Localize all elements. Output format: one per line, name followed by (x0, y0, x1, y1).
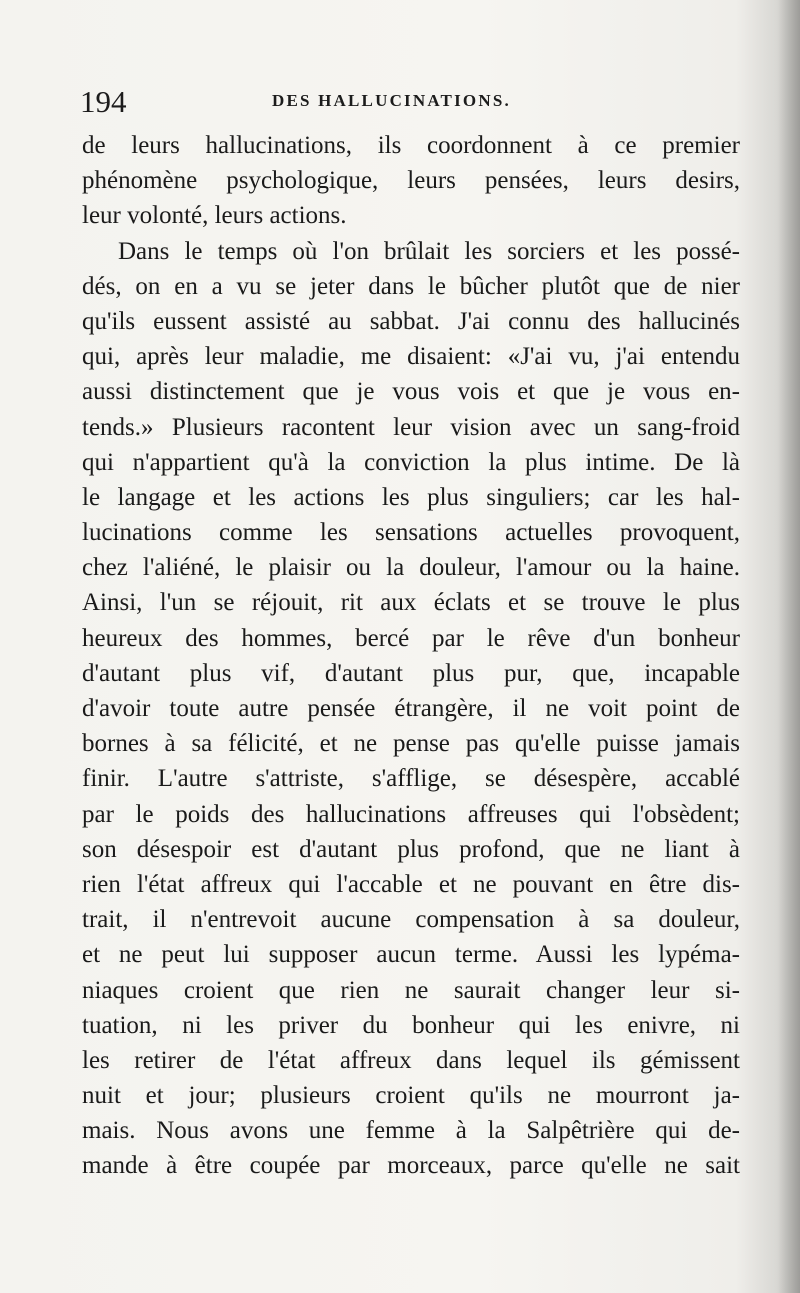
text-line: mande à être coupée par morceaux, parce qu'elle ne sait (82, 1152, 740, 1180)
text-line: de leurs hallucinations, ils coordonnent à ce premier (82, 132, 740, 159)
page-edge-shadow (778, 0, 800, 1293)
text-line: dés, on en a vu se jeter dans le bûcher plutôt que de nier (82, 272, 740, 300)
text-line: leur volonté, leurs actions. (82, 202, 347, 230)
running-title: DES HALLUCINATIONS. (272, 91, 511, 110)
text-line: finir. L'autre s'attriste, s'afflige, se désespère, accablé (82, 765, 740, 793)
text-line: aussi distinctement que je vous vois et que je vous en- (82, 378, 740, 406)
text-line: par le poids des hallucinations affreuses qui l'obsèdent; (82, 800, 740, 828)
text-line: trait, il n'entrevoit aucune compensation à sa douleur, (82, 906, 740, 934)
text-line: Ainsi, l'un se réjouit, rit aux éclats et se trouve le plus (82, 589, 740, 617)
text-line: les retirer de l'état affreux dans lequel ils gémissent (82, 1046, 740, 1074)
text-line: Dans le temps où l'on brûlait les sorciers et les possé- (118, 237, 740, 265)
body-text (82, 128, 740, 1184)
text-line: nuit et jour; plusieurs croient qu'ils ne mourront ja- (82, 1082, 740, 1110)
text-line: le langage et les actions les plus singuliers; car les hal- (82, 483, 740, 511)
text-line: phénomène psychologique, leurs pensées, leurs desirs, (82, 167, 740, 195)
page-number: 194 (80, 84, 127, 119)
running-head (80, 82, 740, 122)
text-line: qu'ils eussent assisté au sabbat. J'ai connu des hallucinés (82, 307, 740, 335)
text-line: qui, après leur maladie, me disaient: «J'ai vu, j'ai entendu (82, 343, 740, 371)
text-line: son désespoir est d'autant plus profond, que ne liant à (82, 835, 740, 863)
text-line: bornes à sa félicité, et ne pense pas qu'elle puisse jamais (82, 730, 740, 758)
text-line: tends.» Plusieurs racontent leur vision avec un sang-froid (82, 413, 740, 441)
text-line: chez l'aliéné, le plaisir ou la douleur, l'amour ou la haine. (82, 554, 740, 582)
text-line: lucinations comme les sensations actuelles provoquent, (82, 519, 740, 547)
text-line: qui n'appartient qu'à la conviction la plus intime. De là (82, 448, 740, 476)
text-line: heureux des hommes, bercé par le rêve d'un bonheur (82, 624, 740, 652)
text-line: mais. Nous avons une femme à la Salpêtrière qui de- (82, 1117, 740, 1145)
text-line: rien l'état affreux qui l'accable et ne pouvant en être dis- (82, 870, 740, 898)
text-line: niaques croient que rien ne saurait changer leur si- (82, 976, 740, 1004)
text-line: d'avoir toute autre pensée étrangère, il ne voit point de (82, 695, 740, 722)
text-line: et ne peut lui supposer aucun terme. Aussi les lypéma- (82, 941, 740, 969)
text-line: tuation, ni les priver du bonheur qui les enivre, ni (82, 1011, 740, 1039)
text-line: d'autant plus vif, d'autant plus pur, que, incapable (82, 659, 740, 687)
